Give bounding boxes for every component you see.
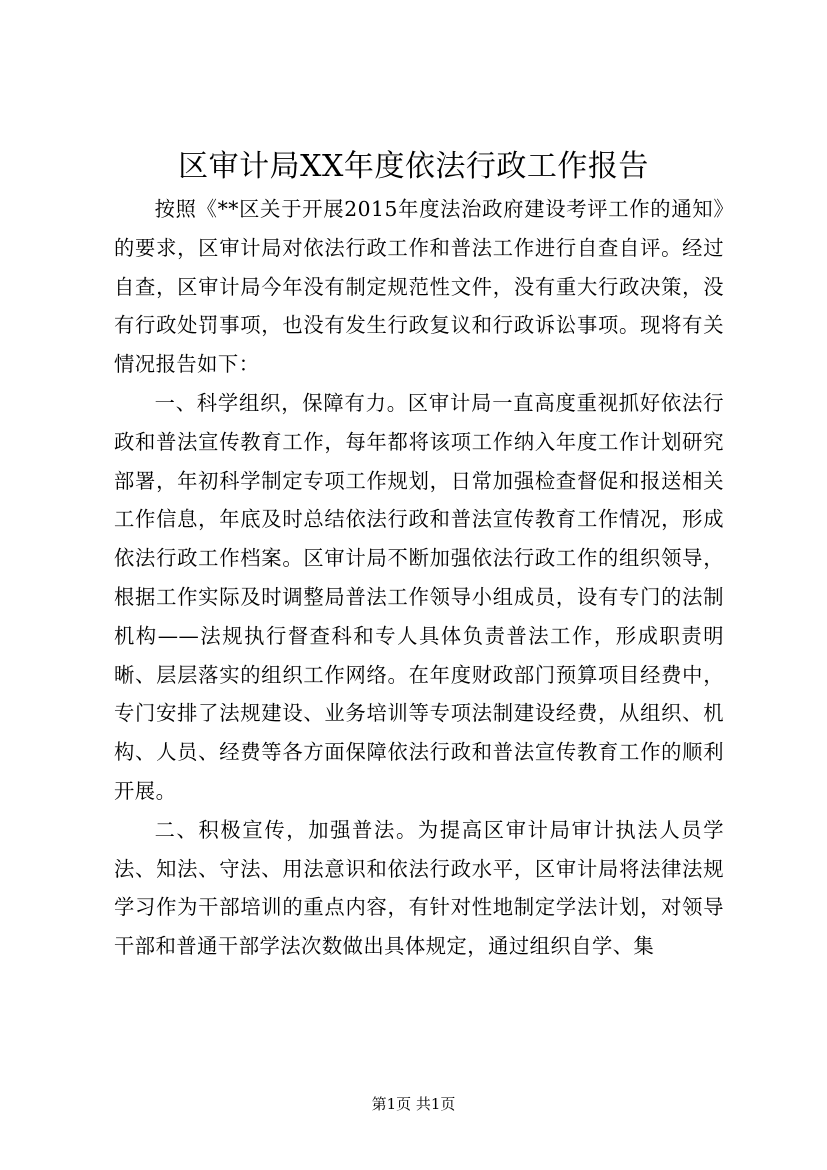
document-title: 区审计局XX年度依法行政工作报告 [178,149,649,184]
paragraph-section-two: 二、积极宣传，加强普法。为提高区审计局审计执法人员学法、知法、守法、用法意识和依法行政水平，区审计局将法律法规学习作为干部培训的重点内容，有针对性地制定学法计划，对领导干部和普通干部学法次数做出具体规定，通过组织自学、集 [114,817,724,959]
paragraph-intro: 按照《**区关于开展2015年度法治政府建设考评工作的通知》的要求，区审计局对依法行政工作和普法工作进行自查自评。经过自查，区审计局今年没有制定规范性文件，没有重大行政决策，没有行政处罚事项，也没有发生行政复议和行政诉讼事项。现将有关情况报告如下： [114,197,724,377]
document-body [114,190,724,966]
page-number-footer: 第1页 共1页 [371,1095,456,1113]
paragraph-section-one: 一、科学组织，保障有力。区审计局一直高度重视抓好依法行政和普法宣传教育工作，每年都将该项工作纳入年度工作计划研究部署，年初科学制定专项工作规划，日常加强检查督促和报送相关工作信息，年底及时总结依法行政和普法宣传教育工作情况，形成依法行政工作档案。区审计局不断加强依法行政工作的组织领导，根据工作实际及时调整局普法工作领导小组成员，设有专门的法制机构——法规执行督查科和专人具体负责普法工作，形成职责明晰、层层落实的组织工作网络。在年度财政部门预算项目经费中，专门安排了法规建设、业务培训等专项法制建设经费，从组织、机构、人员、经费等各方面保障依法行政和普法宣传教育工作的顺利开展。 [114,390,724,803]
